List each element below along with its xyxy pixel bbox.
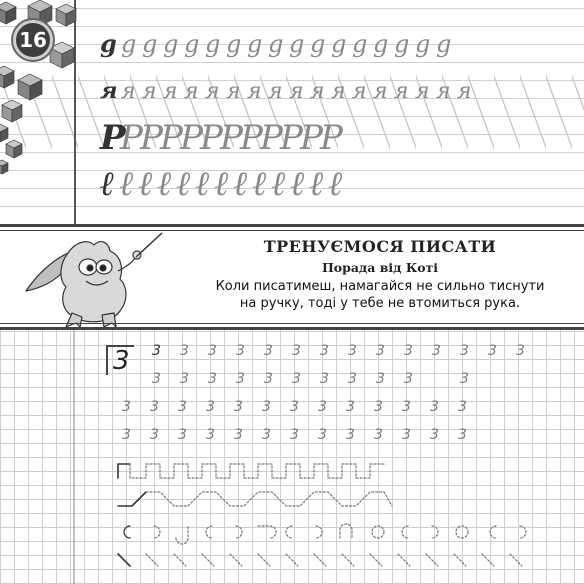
copybook-letter: я: [394, 79, 409, 104]
practice-digit: 3: [318, 427, 327, 443]
copybook-letter: ℓ: [195, 164, 210, 204]
practice-digit: 3: [432, 343, 441, 359]
tracing-patterns: [0, 330, 584, 584]
practice-digit: 3: [122, 399, 131, 415]
copybook-letter: g: [226, 30, 244, 58]
practice-digit: 3: [458, 427, 467, 443]
copybook-letter: ℓ: [252, 164, 267, 204]
copybook-letter: я: [184, 79, 199, 104]
copybook-letter: ℓ: [100, 164, 115, 204]
copybook-letter: g: [373, 30, 391, 58]
practice-digit: 3: [290, 399, 299, 415]
practice-digit: 3: [178, 399, 187, 415]
copybook-letter: g: [268, 30, 286, 58]
copybook-letter: g: [394, 30, 412, 58]
copybook-letter: я: [142, 79, 157, 104]
copybook-letter: P: [260, 118, 283, 158]
copybook-letter: ℓ: [309, 164, 324, 204]
copybook-letter: я: [247, 79, 262, 104]
copybook-letter: я: [331, 79, 346, 104]
copybook-letter: g: [184, 30, 202, 58]
copybook-letter: я: [373, 79, 388, 104]
practice-digit: 3: [430, 427, 439, 443]
copybook-letter: ℓ: [138, 164, 153, 204]
practice-digit: 3: [376, 371, 385, 387]
copybook-letter: P: [240, 118, 263, 158]
practice-digit: 3: [152, 343, 161, 359]
practice-digit: 3: [264, 371, 273, 387]
practice-digit: 3: [122, 427, 131, 443]
practice-digit: 3: [402, 399, 411, 415]
practice-digit: 3: [262, 399, 271, 415]
practice-digit: 3: [292, 371, 301, 387]
practice-digit: 3: [402, 427, 411, 443]
banner-title: ТРЕНУЄМОСЯ ПИСАТИ: [263, 237, 497, 256]
copybook-letter: g: [415, 30, 433, 58]
copybook-letter: g: [331, 30, 349, 58]
practice-digit: 3: [346, 427, 355, 443]
practice-digit: 3: [404, 343, 413, 359]
practice-digit: 3: [236, 371, 245, 387]
copybook-letter: ℓ: [214, 164, 229, 204]
copybook-letter: g: [142, 30, 160, 58]
copybook-letter: ℓ: [176, 164, 191, 204]
copybook-row-d: [100, 18, 457, 58]
copybook-letter: я: [289, 79, 304, 104]
copybook-lined-area: [0, 0, 584, 224]
practice-digit: 3: [374, 399, 383, 415]
copybook-letter: g: [121, 30, 139, 58]
practice-digit: 3: [374, 427, 383, 443]
copybook-letter: g: [163, 30, 181, 58]
copybook-letter: я: [436, 79, 451, 104]
practice-digit: 3: [206, 427, 215, 443]
practice-digit: 3: [376, 343, 385, 359]
practice-digit: 3: [488, 343, 497, 359]
tip-banner: [0, 224, 584, 330]
practice-digit: 3: [320, 343, 329, 359]
copybook-letter: ℓ: [290, 164, 305, 204]
copybook-letter: я: [352, 79, 367, 104]
banner-tip-text: Коли писатимеш, намагайся не сильно тиснути на ручку, тоді у тебе не втомиться рука.: [215, 279, 545, 311]
practice-digit: 3: [234, 427, 243, 443]
practice-digit: 3: [460, 343, 469, 359]
copybook-letter: я: [457, 79, 472, 104]
practice-digit: 3: [348, 371, 357, 387]
practice-digit: 3: [234, 399, 243, 415]
copybook-letter: P: [100, 118, 126, 158]
practice-digit: 3: [178, 427, 187, 443]
practice-digit: 3: [150, 399, 159, 415]
practice-digit: 3: [348, 343, 357, 359]
copybook-letter: ℓ: [271, 164, 286, 204]
copybook-letter: P: [280, 118, 303, 158]
copybook-letter: g: [436, 30, 454, 58]
copybook-letter: я: [100, 78, 118, 104]
grid-exercise-area: [0, 330, 584, 584]
practice-digit: 3: [290, 427, 299, 443]
copybook-letter: P: [220, 118, 243, 158]
copybook-letter: я: [163, 79, 178, 104]
mascot-illustration: [16, 231, 166, 329]
copybook-letter: g: [310, 30, 328, 58]
copybook-letter: P: [300, 118, 323, 158]
copybook-letter: P: [180, 118, 203, 158]
practice-digit: 3: [206, 399, 215, 415]
copybook-letter: g: [100, 29, 119, 58]
copybook-letter: ℓ: [233, 164, 248, 204]
practice-digit: 3: [150, 427, 159, 443]
copybook-letter: P: [120, 118, 143, 158]
page-number: 16: [13, 20, 53, 60]
practice-digit: 3: [208, 343, 217, 359]
practice-digit: 3: [208, 371, 217, 387]
copybook-letter: g: [289, 30, 307, 58]
practice-digit: 3: [320, 371, 329, 387]
practice-digit: 3: [292, 343, 301, 359]
practice-digit: 3: [262, 427, 271, 443]
copybook-letter: P: [140, 118, 163, 158]
sample-digit: 3: [106, 345, 134, 375]
copybook-letter: я: [415, 79, 430, 104]
practice-digit: 3: [236, 343, 245, 359]
practice-digit: 3: [346, 399, 355, 415]
copybook-letter: g: [247, 30, 265, 58]
copybook-row-p: [100, 118, 343, 158]
practice-digit: 3: [460, 371, 469, 387]
practice-digit: 3: [458, 399, 467, 415]
copybook-letter: я: [205, 79, 220, 104]
copybook-letter: я: [226, 79, 241, 104]
copybook-row-e: [100, 164, 347, 204]
practice-digit: 3: [430, 399, 439, 415]
banner-subtitle: Порада від Коті: [321, 260, 439, 275]
practice-digit: 3: [318, 399, 327, 415]
practice-digit: 3: [152, 371, 161, 387]
practice-digit: 3: [180, 343, 189, 359]
copybook-letter: P: [160, 118, 183, 158]
copybook-letter: g: [205, 30, 223, 58]
copybook-letter: я: [121, 79, 136, 104]
practice-digit: 3: [180, 371, 189, 387]
practice-digit: 3: [404, 371, 413, 387]
copybook-letter: я: [268, 79, 283, 104]
practice-digit: 3: [516, 343, 525, 359]
copybook-letter: ℓ: [119, 164, 134, 204]
copybook-letter: ℓ: [157, 164, 172, 204]
copybook-letter: P: [200, 118, 223, 158]
copybook-letter: P: [320, 118, 343, 158]
copybook-letter: ℓ: [328, 164, 343, 204]
practice-digit: 3: [264, 343, 273, 359]
copybook-letter: я: [310, 79, 325, 104]
copybook-row-ya: [100, 64, 478, 104]
copybook-letter: g: [352, 30, 370, 58]
